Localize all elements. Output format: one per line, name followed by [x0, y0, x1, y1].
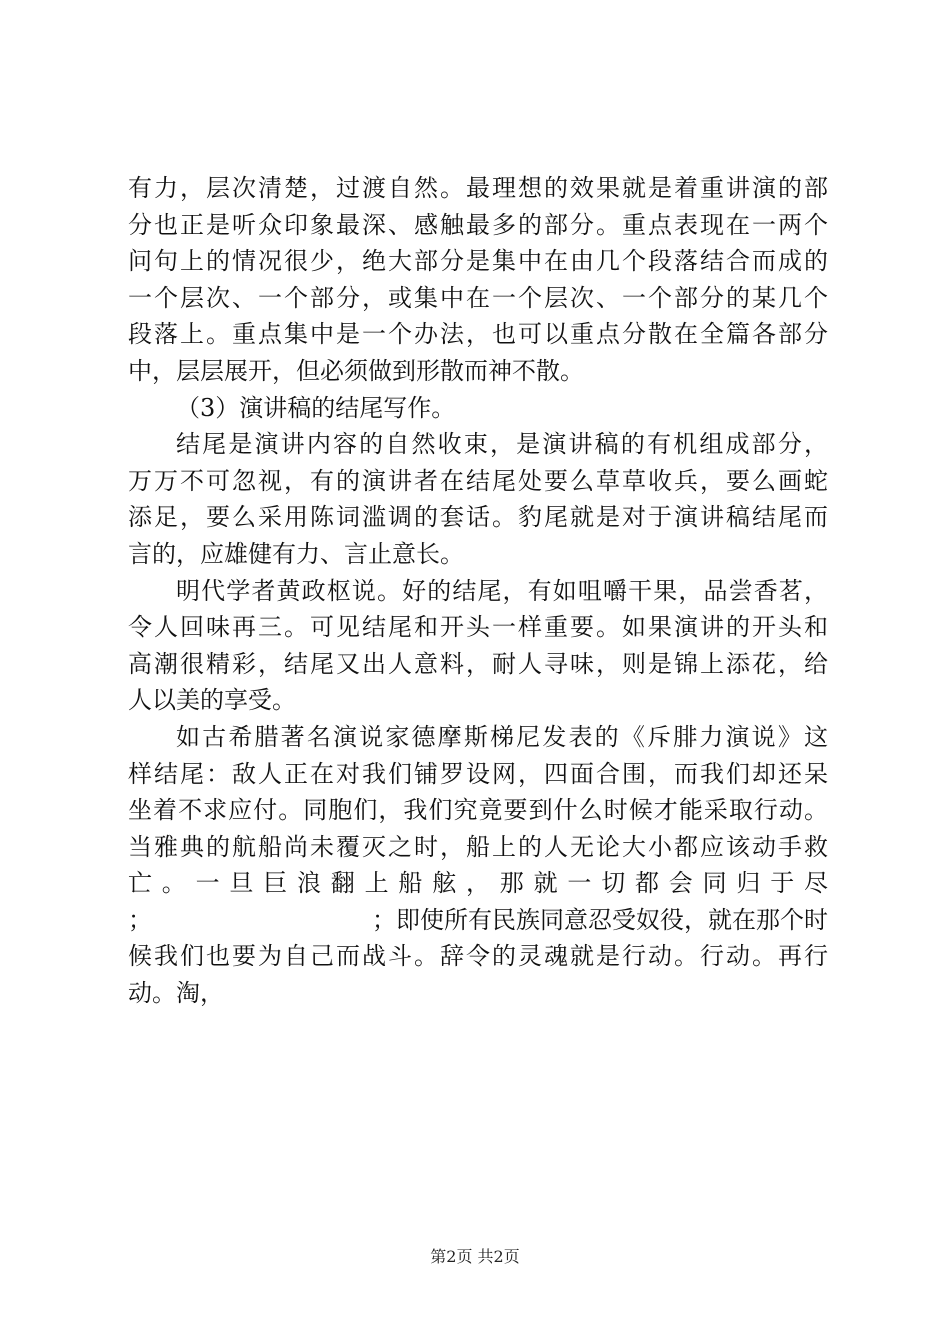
- text-line: 高潮很精彩，结尾又出人意料，耐人寻味，则是锦上添花，给: [128, 649, 828, 678]
- text-line: 亡。一旦巨浪翻上船舷，那就一切都会同归于尽: [128, 869, 828, 898]
- text-line: 言的，应雄健有力、言止意长。: [128, 539, 464, 568]
- text-line: 如古希腊著名演说家德摩斯梯尼发表的《斥腓力演说》这: [176, 722, 828, 751]
- text-line: 候我们也要为自己而战斗。辞令的灵魂就是行动。行动。再行: [128, 942, 828, 971]
- page-footer: 第2页 共2页: [430, 1247, 520, 1266]
- text-line: 令人回味再三。可见结尾和开头一样重要。如果演讲的开头和: [128, 613, 828, 642]
- text-line: 分也正是听众印象最深、感触最多的部分。重点表现在一两个: [128, 210, 828, 239]
- text-line: 段落上。重点集中是一个办法，也可以重点分散在全篇各部分: [128, 320, 828, 349]
- text-line: 万万不可忽视，有的演讲者在结尾处要么草草收兵，要么画蛇: [128, 466, 828, 495]
- text-line: 明代学者黄政枢说。好的结尾，有如咀嚼干果，品尝香茗，: [176, 576, 828, 605]
- section-heading: （3）演讲稿的结尾写作。: [176, 393, 456, 422]
- text-line: 问句上的情况很少，绝大部分是集中在由几个段落结合而成的: [128, 247, 828, 276]
- text-line: 中，层层展开，但必须做到形散而神不散。: [128, 356, 584, 385]
- text-line: 人以美的享受。: [128, 686, 296, 715]
- text-line-gapped: [128, 902, 828, 939]
- text-fragment: ；即使所有民族同意忍受奴役，就在那个时: [372, 905, 828, 934]
- text-line: 样结尾：敌人正在对我们铺罗设网，四面合围，而我们却还呆: [128, 759, 828, 788]
- text-line: 当雅典的航船尚未覆灭之时，船上的人无论大小都应该动手救: [128, 832, 828, 861]
- text-line: 有力，层次清楚，过渡自然。最理想的效果就是着重讲演的部: [128, 174, 828, 202]
- text-line: 添足，要么采用陈词滥调的套话。豹尾就是对于演讲稿结尾而: [128, 503, 828, 532]
- text-fragment: ；: [128, 905, 152, 934]
- document-body: [128, 170, 828, 1012]
- text-line: 结尾是演讲内容的自然收束，是演讲稿的有机组成部分，: [176, 430, 828, 459]
- text-line: 一个层次、一个部分，或集中在一个层次、一个部分的某几个: [128, 283, 828, 312]
- text-line: 坐着不求应付。同胞们，我们究竟要到什么时候才能采取行动。: [128, 796, 828, 825]
- text-line: 动。淘，: [128, 979, 224, 1008]
